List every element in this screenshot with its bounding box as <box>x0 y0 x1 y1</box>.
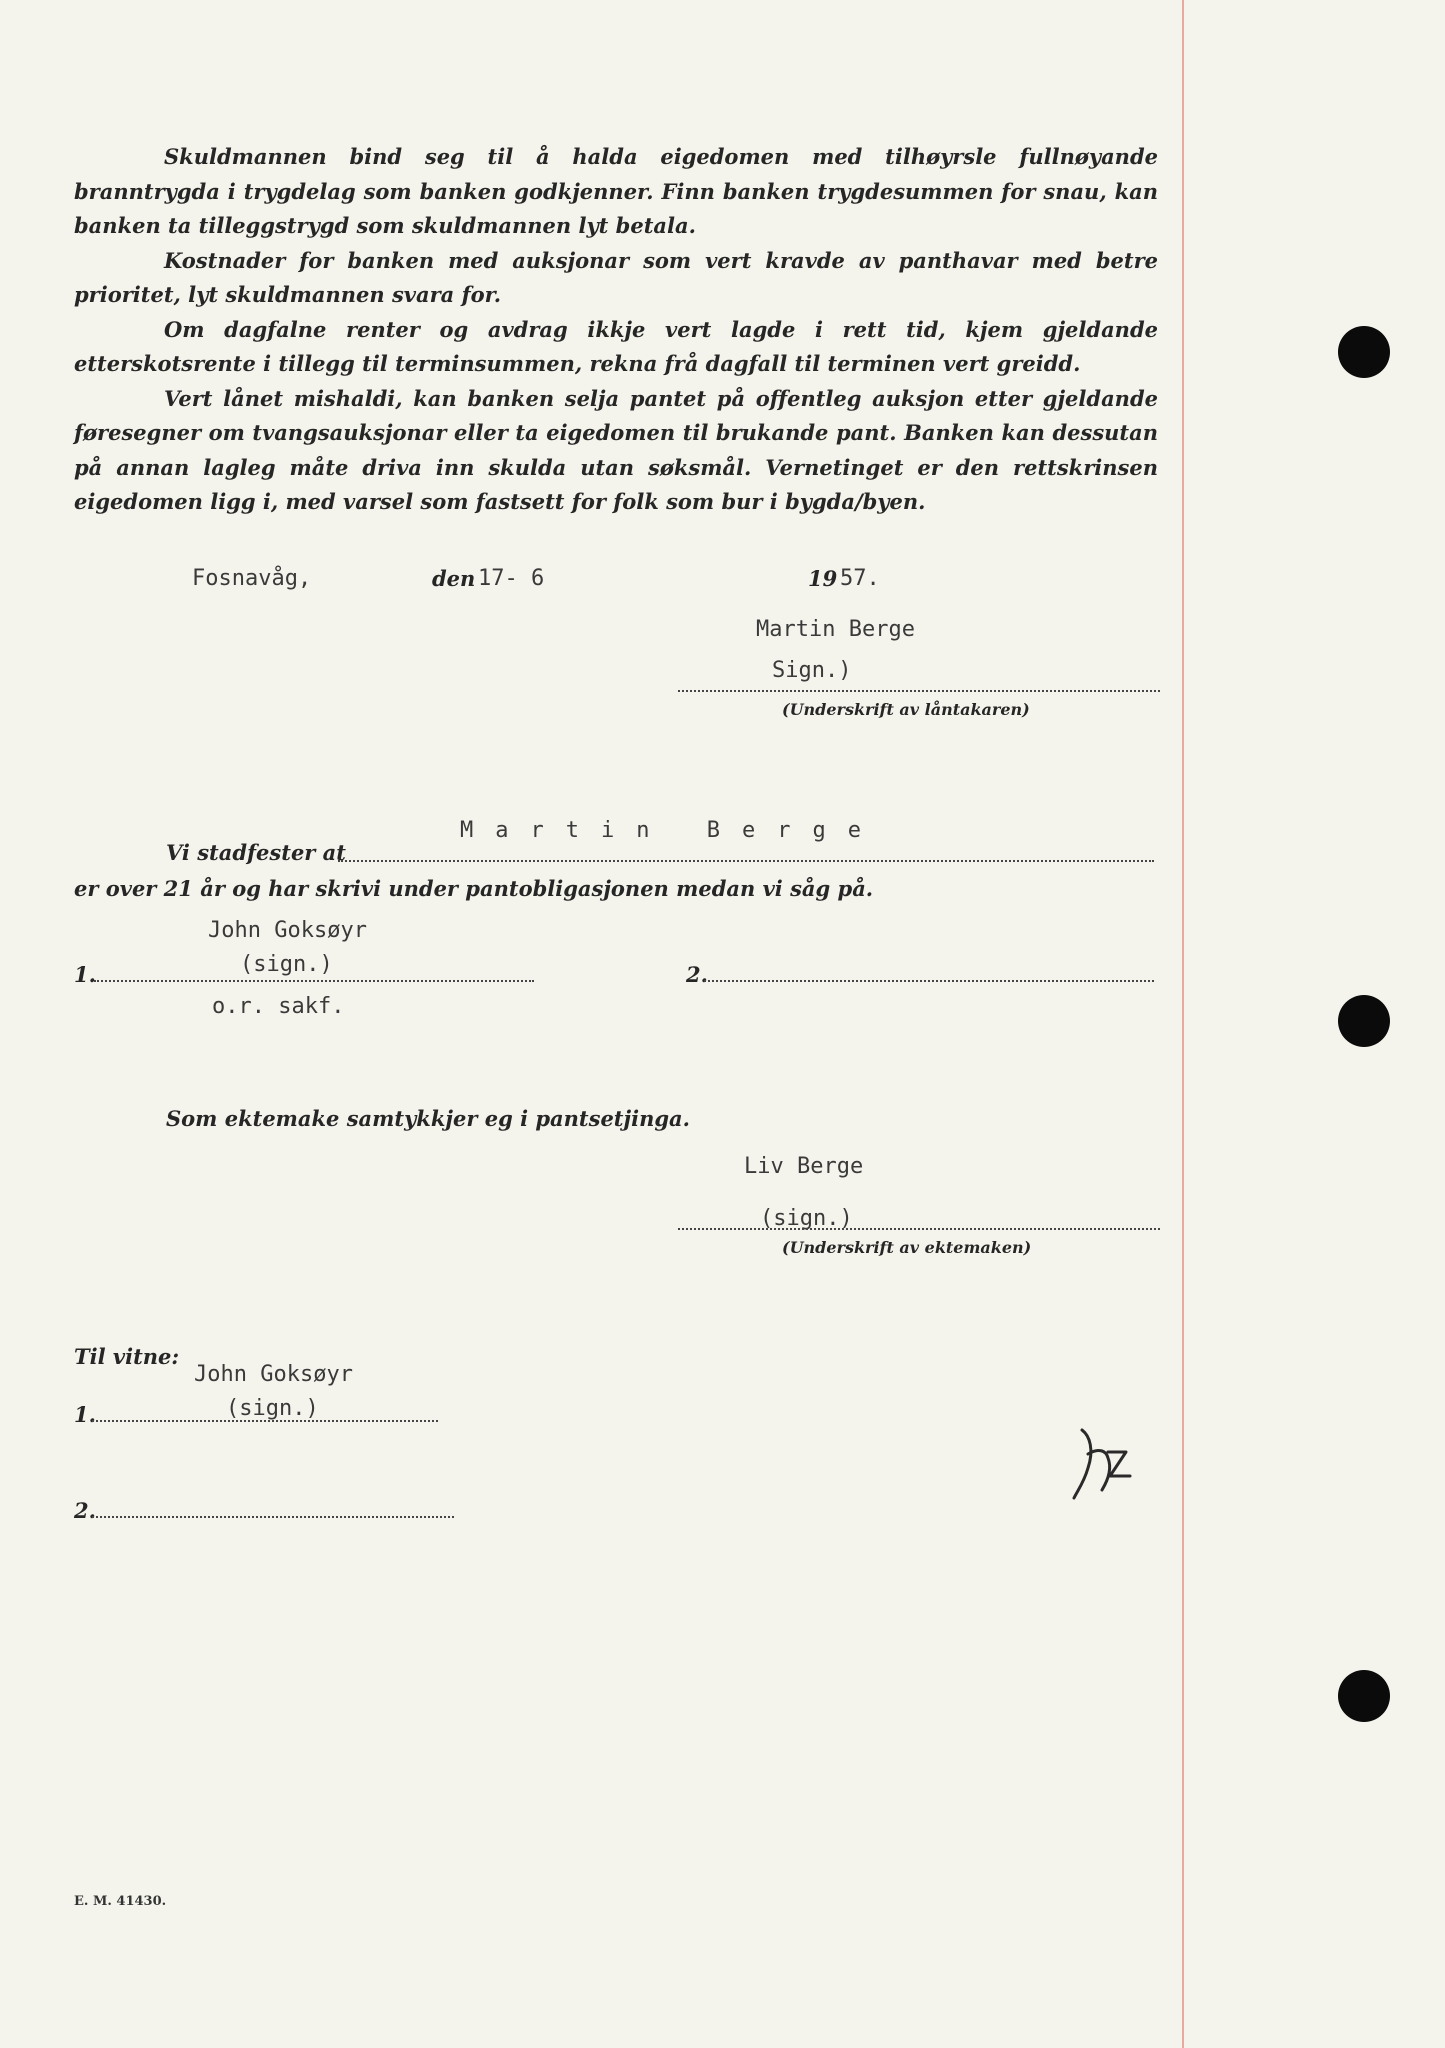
place-name: Fosnavåg, <box>192 566 312 591</box>
terms-paragraph: Vert lånet mishaldi, kan banken selja pantet på offentleg auksjon etter gjeldande føresegner om tvangsauksjonar eller ta eigedomen til brukande pant. Banken kan dessutan på annan lagleg måte driva inn skulda utan søksmål. Vernetinget er den rettskrinsen eigedomen ligg i, med varsel som fastsett for folk som bur i bygda/byen. <box>74 385 1158 514</box>
punch-hole <box>1338 326 1390 378</box>
borrower-name: Martin Berge <box>756 617 915 642</box>
date-label: den <box>432 566 476 591</box>
terms-paragraph: Om dagfalne renter og avdrag ikkje vert lagde i rett tid, kjem gjeldande etterskotsrente i tillegg til terminsummen, rekna frå dagfall til terminen vert greidd. <box>74 316 1158 376</box>
margin-line <box>1182 0 1184 2048</box>
witness-number: 2. <box>74 1498 96 1523</box>
witness-line <box>92 1420 438 1422</box>
witness-sign: (sign.) <box>240 952 333 977</box>
confirmation-statement: er over 21 år og har skrivi under pantobligasjonen medan vi såg på. <box>74 876 874 901</box>
borrower-sign: Sign.) <box>772 658 852 683</box>
year-suffix: 57. <box>840 566 880 591</box>
til-vitne-label: Til vitne: <box>74 1344 180 1369</box>
witness-line <box>92 1516 454 1518</box>
signature-line <box>678 690 1160 692</box>
spouse-statement: Som ektemake samtykkjer eg i pantsetjinga. <box>166 1106 690 1131</box>
borrower-caption: (Underskrift av låntakaren) <box>782 700 1030 719</box>
witness-sign: (sign.) <box>226 1396 319 1421</box>
witness-number: 1. <box>74 1402 96 1427</box>
punch-hole <box>1338 995 1390 1047</box>
handwritten-initials <box>1068 1420 1148 1510</box>
date-value: 17- 6 <box>478 566 545 591</box>
form-id: E. M. 41430. <box>74 1894 167 1909</box>
terms-paragraph: Skuldmannen bind seg til å halda eigedomen med tilhøyrsle fullnøyande branntrygda i trygdelag som banken godkjenner. Finn banken trygdesummen for snau, kan banken ta tilleggstrygd som skuldmannen lyt betala. <box>74 144 1158 238</box>
terms-paragraph: Kostnader for banken med auksjonar som vert kravde av panthavar med betre prioritet, lyt skuldmannen svara for. <box>74 247 1158 307</box>
terms-text <box>74 140 1158 520</box>
spouse-caption: (Underskrift av ektemaken) <box>782 1238 1032 1257</box>
spouse-name: Liv Berge <box>744 1154 864 1179</box>
witness-title: o.r. sakf. <box>212 994 345 1019</box>
witness-line <box>704 980 1154 982</box>
spouse-sign: (sign.) <box>760 1206 853 1231</box>
witness-name: John Goksøyr <box>194 1362 353 1387</box>
punch-hole <box>1338 1670 1390 1722</box>
witness-number: 2. <box>686 962 708 987</box>
confirmed-name: Martin Berge <box>460 818 883 843</box>
witness-number: 1. <box>74 962 96 987</box>
name-line <box>338 860 1154 862</box>
witness-name: John Goksøyr <box>208 918 367 943</box>
year-prefix: 19 <box>808 566 838 591</box>
confirmation-label: Vi stadfester at <box>166 840 346 865</box>
signature-line <box>678 1228 1160 1230</box>
witness-line <box>94 980 534 982</box>
